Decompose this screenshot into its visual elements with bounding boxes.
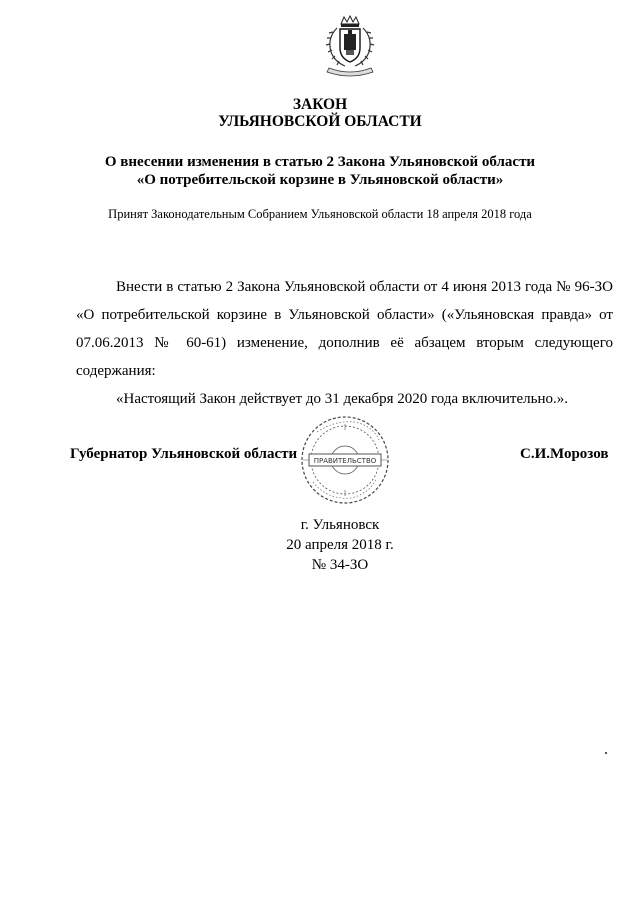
law-title-line2: «О потребительской корзине в Ульяновской области» [136,172,504,188]
scan-speck [605,752,607,754]
issuing-region: УЛЬЯНОВСКОЙ ОБЛАСТИ [218,113,422,130]
signing-date: 20 апреля 2018 г. [286,537,394,553]
place-and-date-block [240,515,440,575]
law-title-line1: О внесении изменения в статью 2 Закона Ульяновской области [104,154,536,170]
stamp-center-text: ПРАВИТЕЛЬСТВО [313,457,377,465]
signatory-title: Губернатор Ульяновской области [70,446,298,462]
coat-of-arms-icon [315,14,385,78]
stamp-graphic [295,412,395,508]
law-number: № 34-ЗО [311,557,369,573]
amendment-quote: «Настоящий Закон действует до 31 декабря 2020 года включительно.». [116,391,568,407]
law-body [76,273,613,413]
official-stamp [295,412,395,508]
signatory-name: С.И.Морозов [520,446,609,462]
adoption-note: Принят Законодательным Собранием Ульяновской области 18 апреля 2018 года [108,207,532,221]
document-type: ЗАКОН [292,96,348,113]
city: г. Ульяновск [300,517,380,533]
amendment-paragraph: Внести в статью 2 Закона Ульяновской области от 4 июня 2013 года № 96-ЗО «О потребительской корзине в Ульяновской области» («Ульяновская правда» от 07.06.2013 № 60-61) изменение, дополнив её абзацем вторым следующего содержания: [76,279,613,379]
coat-of-arms-graphic [315,14,385,78]
